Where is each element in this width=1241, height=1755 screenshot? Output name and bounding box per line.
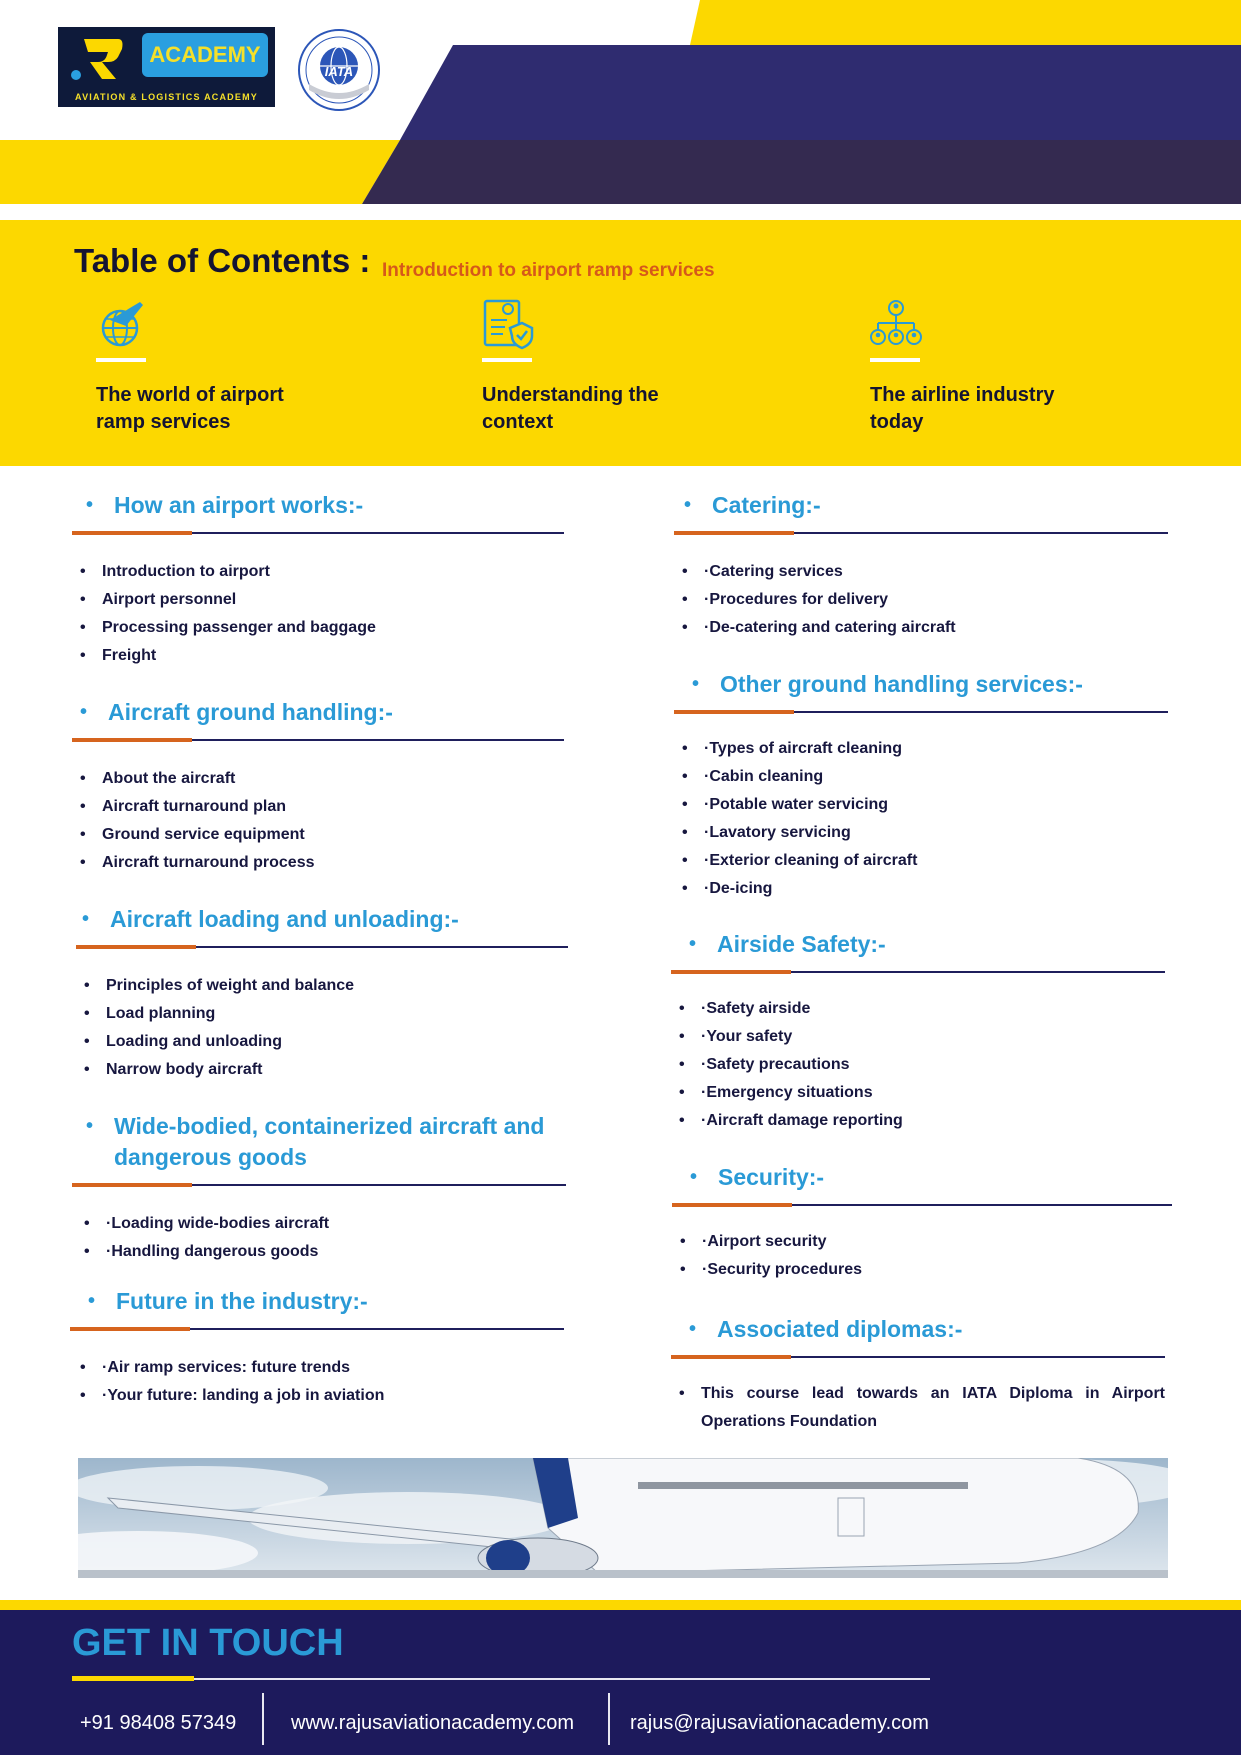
section-divider <box>72 531 564 536</box>
list-item: • Load planning <box>76 1000 568 1028</box>
globe-plane-icon <box>96 298 148 350</box>
footer-divider <box>262 1693 264 1745</box>
toc-item-world[interactable] <box>96 298 356 436</box>
section-divider <box>70 1327 564 1332</box>
list-item: • ·Loading wide-bodies aircraft <box>76 1210 566 1238</box>
section-list <box>674 558 1168 642</box>
toc-item-underline <box>96 358 146 362</box>
section-divider <box>671 970 1165 975</box>
section-heading: • Other ground handling services:- <box>692 671 1083 697</box>
section-security <box>672 1162 1172 1284</box>
footer-heading: GET IN TOUCH <box>72 1622 344 1664</box>
list-item: • ·Procedures for delivery <box>674 586 1168 614</box>
section-associated-diplomas <box>671 1314 1165 1436</box>
section-list <box>671 1380 1165 1436</box>
table-of-contents-band <box>0 220 1241 466</box>
list-item: • ·Emergency situations <box>671 1079 1165 1107</box>
section-list <box>671 995 1165 1135</box>
section-divider <box>72 738 564 743</box>
people-network-icon <box>870 298 922 350</box>
list-item: • ·Airport security <box>672 1228 1172 1256</box>
list-item: • Principles of weight and balance <box>76 972 568 1000</box>
toc-title: Table of Contents : <box>74 242 371 279</box>
section-aircraft-ground-handling <box>72 697 564 877</box>
list-item: • ·Exterior cleaning of aircraft <box>674 847 1168 875</box>
section-heading: • How an airport works:- <box>86 492 364 518</box>
section-list <box>674 735 1168 903</box>
list-item: • ·Cabin cleaning <box>674 763 1168 791</box>
section-heading: • Aircraft loading and unloading:- <box>82 906 459 932</box>
list-item: • ·Catering services <box>674 558 1168 586</box>
toc-item-context[interactable] <box>482 298 742 436</box>
toc-subtitle: Introduction to airport ramp services <box>382 260 715 281</box>
header-banner <box>0 0 1241 210</box>
section-divider <box>674 531 1168 536</box>
toc-item-label: Understanding the context <box>482 384 659 433</box>
list-item: • This course lead towards an IATA Diploma in Airport Operations Foundation <box>671 1380 1165 1436</box>
section-catering <box>674 490 1168 642</box>
list-item: • ·De-catering and catering aircraft <box>674 614 1168 642</box>
section-heading: • Airside Safety:- <box>689 931 886 957</box>
toc-item-airline-industry[interactable] <box>870 298 1130 436</box>
list-item: • ·Security procedures <box>672 1256 1172 1284</box>
list-item: • ·Safety precautions <box>671 1051 1165 1079</box>
footer-rule <box>72 1678 930 1680</box>
section-heading: • Catering:- <box>684 492 821 518</box>
section-divider <box>671 1355 1165 1360</box>
section-list <box>76 1210 566 1266</box>
section-heading: • Security:- <box>690 1164 825 1190</box>
footer-contact <box>0 1600 1241 1755</box>
logo-academy-text: ACADEMY <box>142 33 268 77</box>
list-item: • Loading and unloading <box>76 1028 568 1056</box>
list-item: • Aircraft turnaround plan <box>72 793 564 821</box>
section-heading: • Wide-bodied, containerized aircraft and dangerous goods <box>86 1113 545 1170</box>
list-item: • ·Air ramp services: future trends <box>72 1354 564 1382</box>
section-list <box>672 1228 1172 1284</box>
toc-item-underline <box>482 358 532 362</box>
list-item: • ·Safety airside <box>671 995 1165 1023</box>
section-future-industry <box>70 1286 564 1410</box>
list-item: • Aircraft turnaround process <box>72 849 564 877</box>
logo-tagline: AVIATION & LOGISTICS ACADEMY <box>75 92 258 102</box>
section-heading: • Associated diplomas:- <box>689 1316 963 1342</box>
email-link[interactable]: rajus@rajusaviationacademy.com <box>630 1712 929 1734</box>
section-airside-safety <box>671 929 1165 1135</box>
iata-seal-icon <box>297 28 381 112</box>
list-item: • About the aircraft <box>72 765 564 793</box>
document-shield-icon <box>482 298 534 350</box>
list-item: • ·Your safety <box>671 1023 1165 1051</box>
list-item: • Ground service equipment <box>72 821 564 849</box>
section-list <box>72 765 564 877</box>
section-aircraft-loading <box>76 904 568 1084</box>
list-item: • ·Your future: landing a job in aviation <box>72 1382 564 1410</box>
toc-item-underline <box>870 358 920 362</box>
academy-logo[interactable] <box>58 27 275 107</box>
section-list <box>72 558 564 670</box>
list-item: • Narrow body aircraft <box>76 1056 568 1084</box>
section-divider <box>672 1203 1172 1208</box>
list-item: • Processing passenger and baggage <box>72 614 564 642</box>
list-item: • Freight <box>72 642 564 670</box>
section-other-ground-handling <box>674 669 1168 903</box>
website-link[interactable]: www.rajusaviationacademy.com <box>291 1712 575 1734</box>
list-item: • ·Handling dangerous goods <box>76 1238 566 1266</box>
section-heading: • Aircraft ground handling:- <box>80 699 393 725</box>
section-heading: • Future in the industry:- <box>88 1288 368 1314</box>
list-item: • ·Potable water servicing <box>674 791 1168 819</box>
list-item: • ·De-icing <box>674 875 1168 903</box>
list-item: • ·Aircraft damage reporting <box>671 1107 1165 1135</box>
r-logo-icon <box>68 33 124 83</box>
list-item: • Introduction to airport <box>72 558 564 586</box>
section-divider <box>674 710 1168 715</box>
list-item: • ·Lavatory servicing <box>674 819 1168 847</box>
toc-item-label: The airline industry today <box>870 384 1055 433</box>
toc-item-label: The world of airport ramp services <box>96 384 284 433</box>
section-how-airport-works <box>72 490 564 670</box>
footer-divider <box>608 1693 610 1745</box>
phone-number[interactable]: +91 98408 57349 <box>80 1712 237 1734</box>
footer-top-strip <box>0 1600 1241 1610</box>
section-divider <box>76 945 568 950</box>
list-item: • ·Types of aircraft cleaning <box>674 735 1168 763</box>
section-list <box>72 1354 564 1410</box>
section-list <box>76 972 568 1084</box>
list-item: • Airport personnel <box>72 586 564 614</box>
section-wide-bodied-dangerous-goods <box>72 1111 566 1266</box>
footer-rule-accent <box>72 1676 194 1681</box>
airplane-photo <box>78 1458 1168 1578</box>
section-divider <box>72 1183 566 1188</box>
iata-seal-label: IATA <box>324 64 354 79</box>
